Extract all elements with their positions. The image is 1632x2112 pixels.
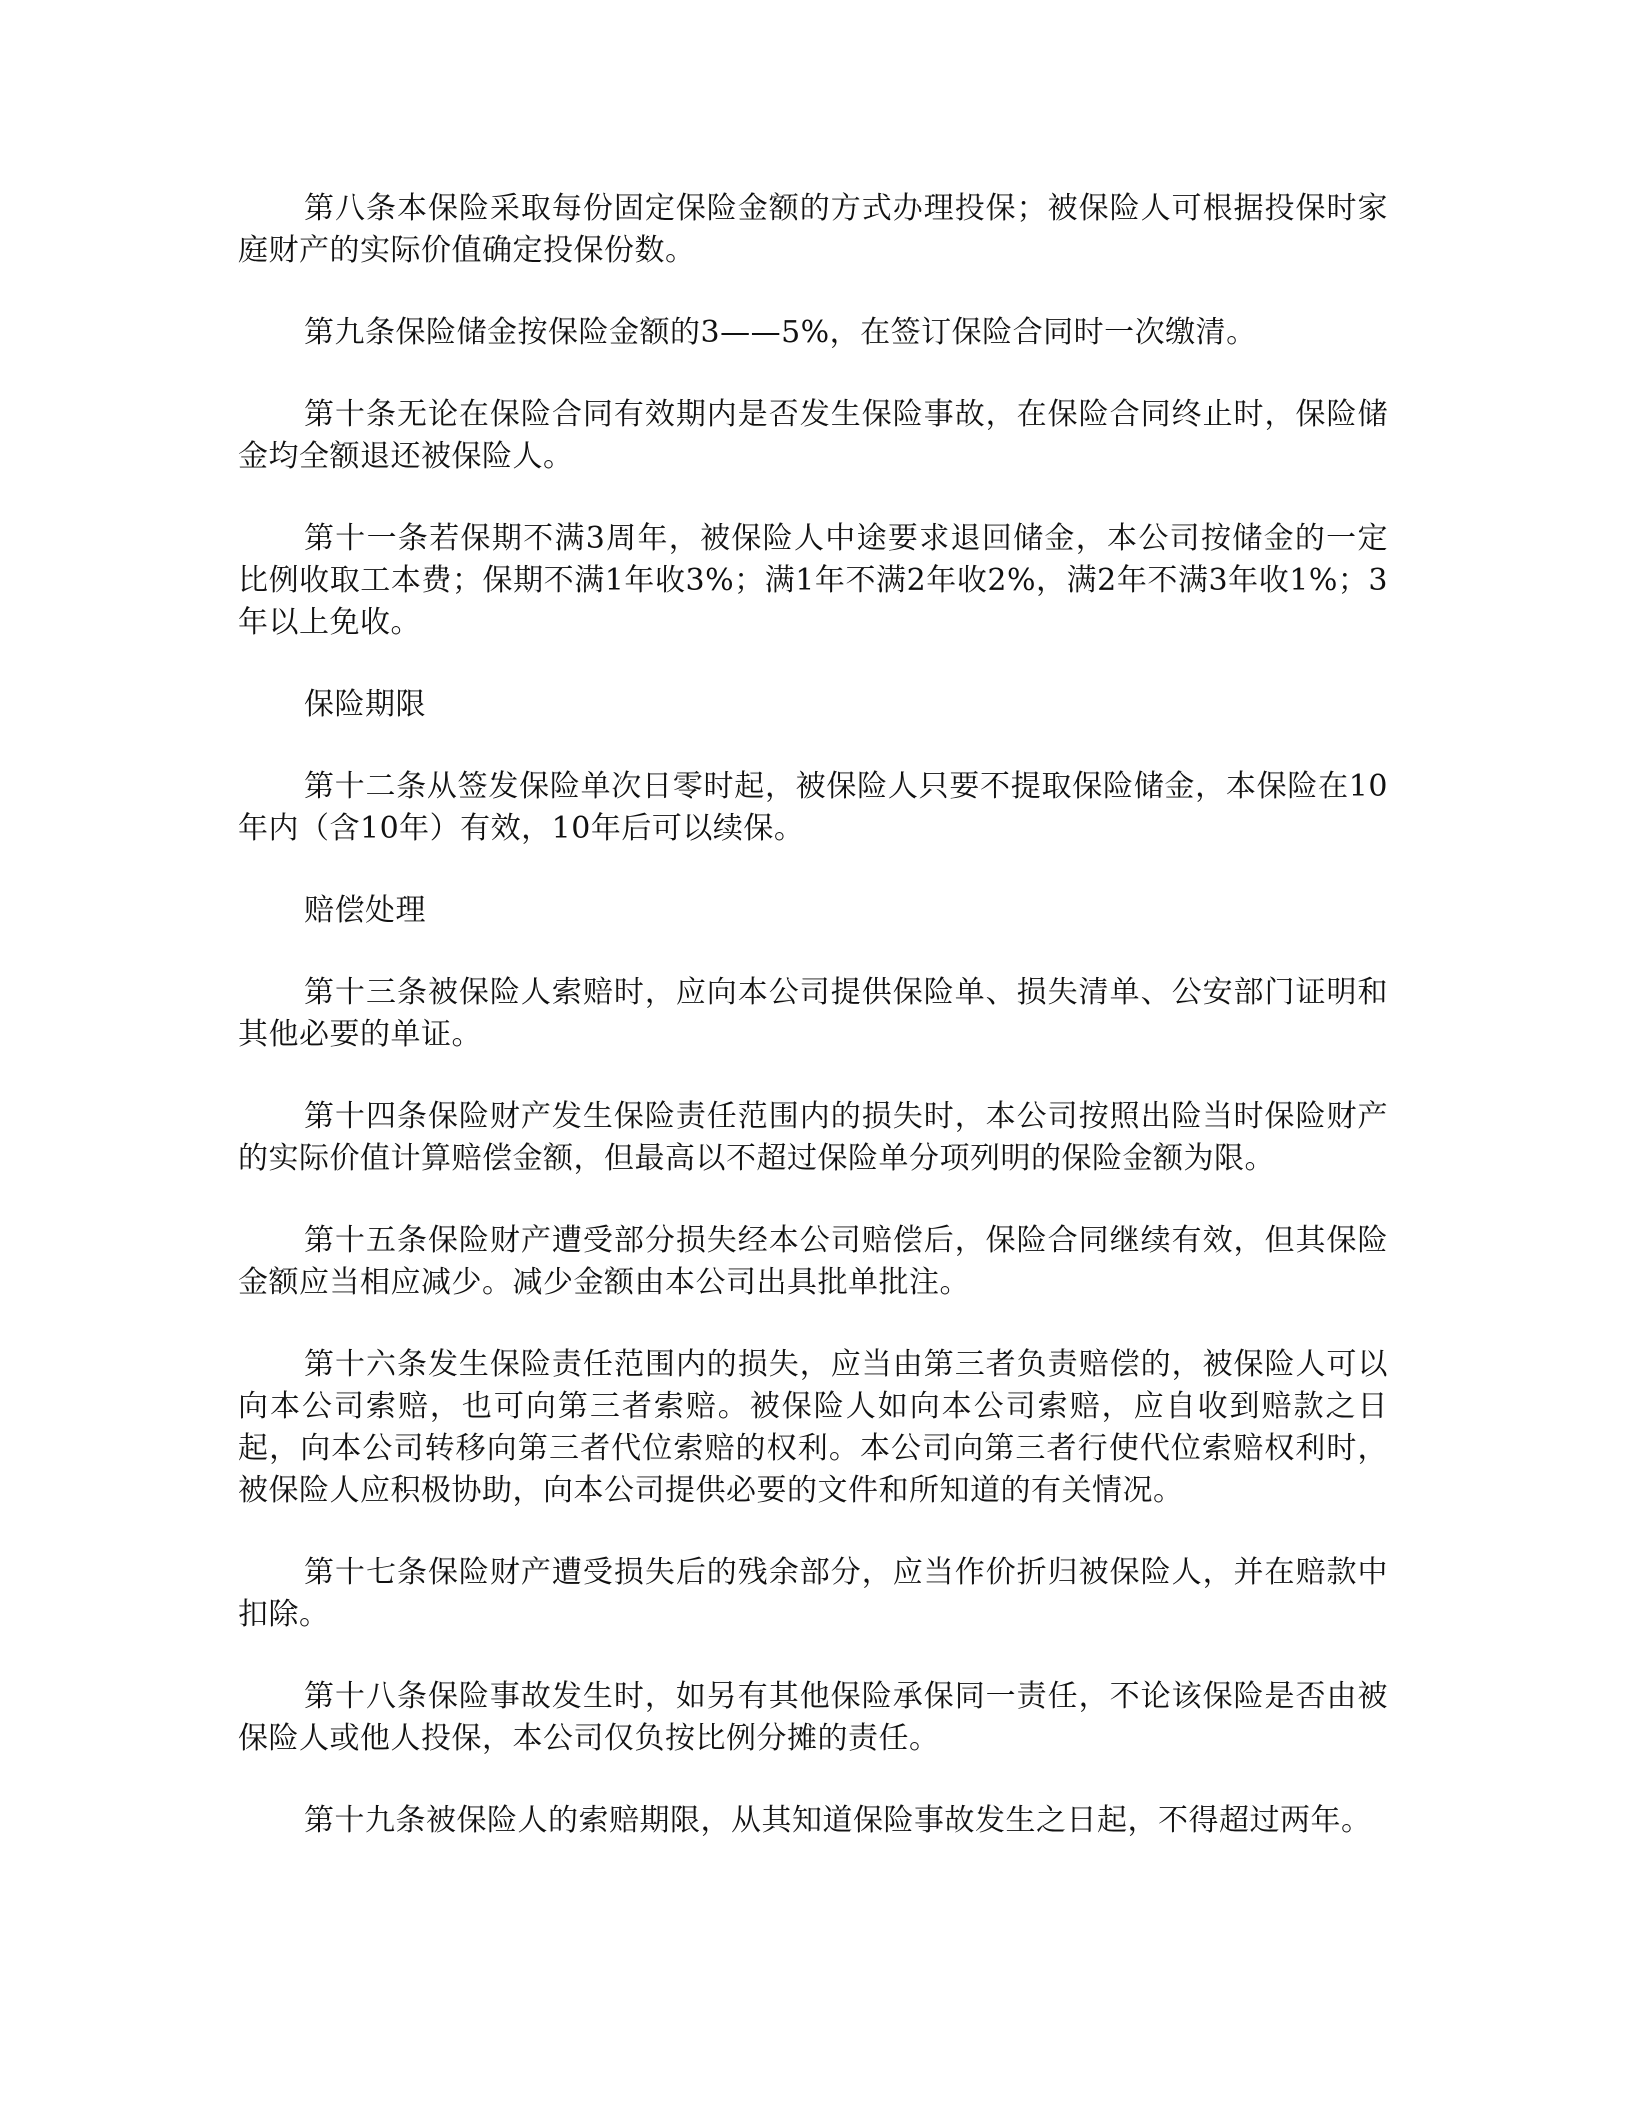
section-heading-claims-handling: 赔偿处理 — [304, 893, 426, 928]
article-17: 第十七条保险财产遭受损失后的残余部分，应当作价折归被保险人，并在赔款中扣除。 — [238, 1555, 1388, 1632]
article-12: 第十二条从签发保险单次日零时起，被保险人只要不提取保险储金，本保险在10年内（含10年）有效，10年后可以续保。 — [238, 769, 1388, 846]
article-14: 第十四条保险财产发生保险责任范围内的损失时，本公司按照出险当时保险财产的实际价值计算赔偿金额，但最高以不超过保险单分项列明的保险金额为限。 — [238, 1099, 1388, 1176]
article-19: 第十九条被保险人的索赔期限，从其知道保险事故发生之日起，不得超过两年。 — [304, 1803, 1372, 1838]
article-9: 第九条保险储金按保险金额的3——5%，在签订保险合同时一次缴清。 — [304, 315, 1257, 350]
section-heading-insurance-period: 保险期限 — [304, 687, 426, 722]
article-10: 第十条无论在保险合同有效期内是否发生保险事故，在保险合同终止时，保险储金均全额退还被保险人。 — [238, 397, 1388, 474]
article-8: 第八条本保险采取每份固定保险金额的方式办理投保；被保险人可根据投保时家庭财产的实际价值确定投保份数。 — [238, 191, 1388, 268]
article-15: 第十五条保险财产遭受部分损失经本公司赔偿后，保险合同继续有效，但其保险金额应当相应减少。减少金额由本公司出具批单批注。 — [238, 1223, 1388, 1300]
article-13: 第十三条被保险人索赔时，应向本公司提供保险单、损失清单、公安部门证明和其他必要的单证。 — [238, 975, 1388, 1052]
article-16: 第十六条发生保险责任范围内的损失，应当由第三者负责赔偿的，被保险人可以向本公司索赔，也可向第三者索赔。被保险人如向本公司索赔，应自收到赔款之日起，向本公司转移向第三者代位索赔的权利。本公司向第三者行使代位索赔权利时，被保险人应积极协助，向本公司提供必要的文件和所知道的有关情况。 — [238, 1347, 1388, 1508]
article-11: 第十一条若保期不满3周年，被保险人中途要求退回储金，本公司按储金的一定比例收取工本费；保期不满1年收3%；满1年不满2年收2%，满2年不满3年收1%；3年以上免收。 — [238, 521, 1388, 640]
document-body — [238, 188, 1388, 1882]
article-18: 第十八条保险事故发生时，如另有其他保险承保同一责任，不论该保险是否由被保险人或他人投保，本公司仅负按比例分摊的责任。 — [238, 1679, 1388, 1756]
